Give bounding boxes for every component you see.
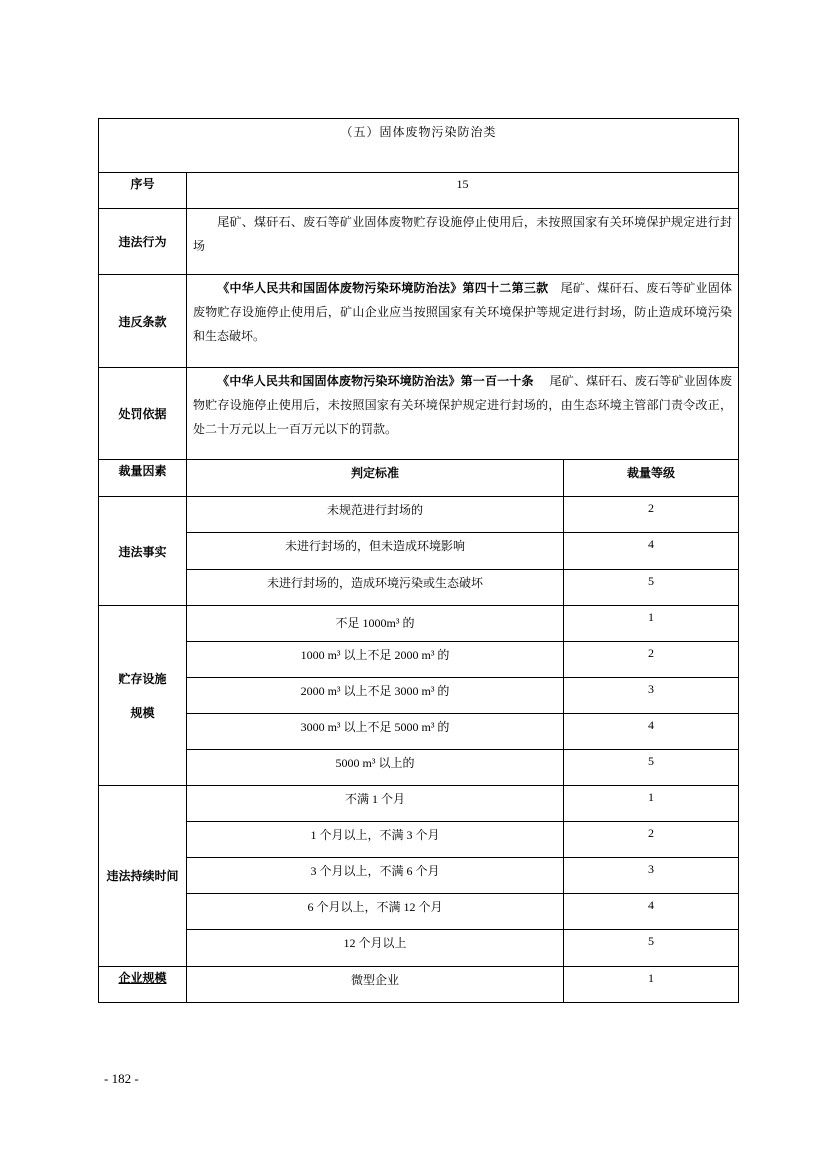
criterion-cell: 1000 m³ 以上不足 2000 m³ 的 [187, 642, 564, 678]
criterion-cell: 3000 m³ 以上不足 5000 m³ 的 [187, 714, 564, 750]
section-title: （五）固体废物污染防治类 [99, 119, 739, 173]
table-row [99, 858, 739, 894]
table-row [99, 678, 739, 714]
violation-label: 违法行为 [99, 209, 187, 275]
level-cell: 1 [564, 967, 739, 1003]
penalty-basis-body: 尾矿、煤矸石、废石等矿业固体废物贮存设施停止使用后，未按照国家有关环境保护规定进行封场的，由生态环境主管部门责令改正，处二十万元以上一百万元以下的罚款。 [193, 374, 733, 436]
level-cell: 3 [564, 858, 739, 894]
criterion-cell: 5000 m³ 以上的 [187, 750, 564, 786]
penalty-basis-label: 处罚依据 [99, 368, 187, 460]
level-cell: 4 [564, 714, 739, 750]
level-cell: 1 [564, 786, 739, 822]
penalty-discretion-table [98, 118, 739, 1003]
criterion-cell: 2000 m³ 以上不足 3000 m³ 的 [187, 678, 564, 714]
level-cell: 5 [564, 930, 739, 967]
criterion-cell: 微型企业 [187, 967, 564, 1003]
table-row [99, 606, 739, 642]
header-criterion: 判定标准 [187, 460, 564, 497]
violated-clause-body: 尾矿、煤矸石、废石等矿业固体废物贮存设施停止使用后，矿山企业应当按照国家有关环境保护等规定进行封场，防止造成环境污染和生态破坏。 [193, 281, 733, 343]
penalty-basis-law: 《中华人民共和国固体废物污染环境防治法》第一百一十条 [217, 374, 534, 388]
penalty-basis-text [187, 368, 739, 460]
level-cell: 4 [564, 894, 739, 930]
factor-label-storage-scale-line1: 贮存设施 [118, 671, 167, 686]
table-row [99, 967, 739, 1003]
criterion-cell: 未进行封场的，造成环境污染或生态破坏 [187, 570, 564, 606]
table-row [99, 750, 739, 786]
serial-value: 15 [187, 173, 739, 209]
factor-label-storage-scale-line2: 规模 [130, 705, 155, 720]
criterion-cell: 1 个月以上，不满 3 个月 [187, 822, 564, 858]
level-cell: 2 [564, 497, 739, 533]
table-row [99, 533, 739, 570]
violation-text-body: 尾矿、煤矸石、废石等矿业固体废物贮存设施停止使用后，未按照国家有关环境保护规定进行封场 [193, 215, 733, 253]
table-row [99, 642, 739, 678]
level-cell: 5 [564, 570, 739, 606]
header-factor: 裁量因素 [99, 460, 187, 497]
table-row [99, 497, 739, 533]
table-row [99, 714, 739, 750]
table-row [99, 570, 739, 606]
level-cell: 5 [564, 750, 739, 786]
level-cell: 2 [564, 642, 739, 678]
level-cell: 1 [564, 606, 739, 642]
factor-label-violation-fact: 违法事实 [99, 497, 187, 606]
violated-clause-text [187, 275, 739, 368]
criterion-cell: 未规范进行封场的 [187, 497, 564, 533]
criterion-cell: 不足 1000m³ 的 [187, 606, 564, 642]
criterion-cell: 不满 1 个月 [187, 786, 564, 822]
table-row [99, 930, 739, 967]
criterion-cell: 3 个月以上，不满 6 个月 [187, 858, 564, 894]
page-number: - 182 - [104, 1071, 139, 1086]
violation-text [187, 209, 739, 275]
serial-label: 序号 [99, 173, 187, 209]
level-cell: 3 [564, 678, 739, 714]
header-level: 裁量等级 [564, 460, 739, 497]
criterion-cell: 未进行封场的，但未造成环境影响 [187, 533, 564, 570]
level-cell: 4 [564, 533, 739, 570]
level-cell: 2 [564, 822, 739, 858]
criterion-cell: 6 个月以上，不满 12 个月 [187, 894, 564, 930]
violated-clause-law: 《中华人民共和国固体废物污染环境防治法》第四十二第三款 [217, 281, 549, 295]
table-row [99, 822, 739, 858]
criterion-cell: 12 个月以上 [187, 930, 564, 967]
factor-label-storage-scale [99, 606, 187, 786]
factor-label-enterprise-scale: 企业规模 [99, 967, 187, 1003]
table-row [99, 894, 739, 930]
table-row [99, 786, 739, 822]
factor-label-duration: 违法持续时间 [99, 786, 187, 967]
violated-clause-label: 违反条款 [99, 275, 187, 368]
